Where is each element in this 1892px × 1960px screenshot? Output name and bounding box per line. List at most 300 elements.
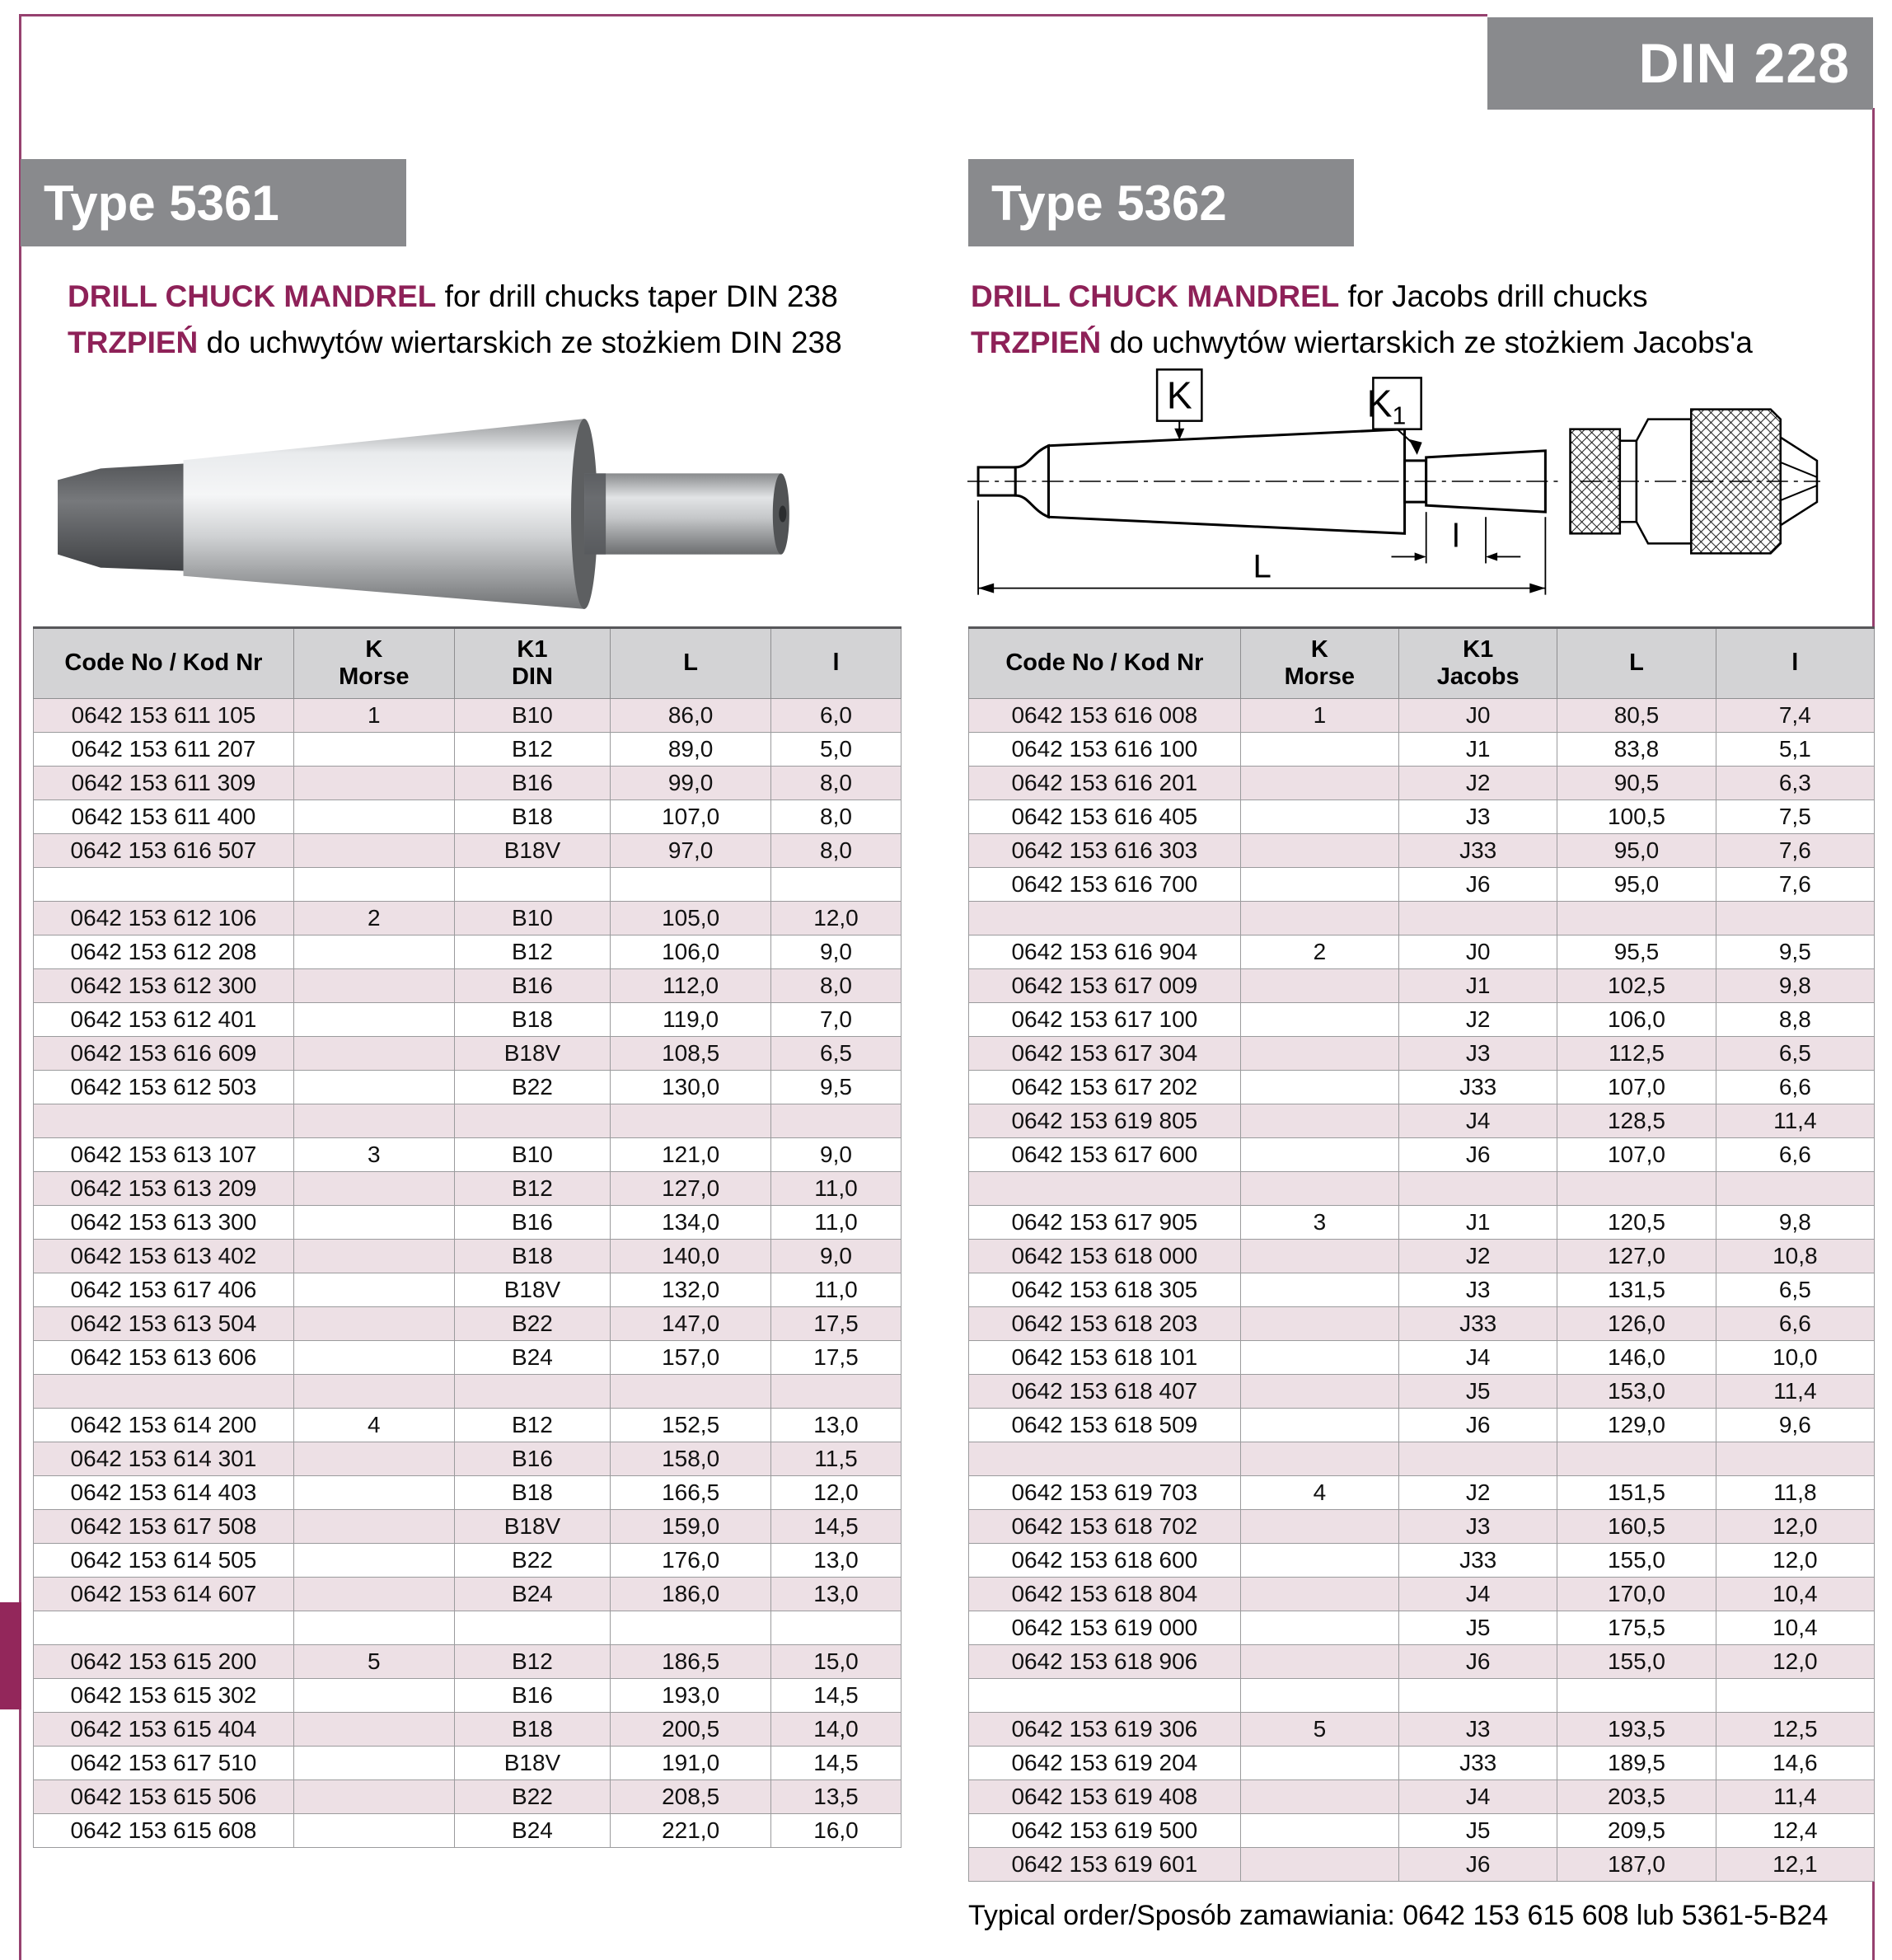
table-cell	[1557, 1679, 1716, 1713]
table-cell	[293, 1713, 454, 1747]
table-cell: 166,5	[611, 1476, 771, 1510]
table-row	[34, 1510, 902, 1544]
table-cell	[293, 1037, 454, 1071]
table-cell: 0642 153 616 100	[969, 733, 1241, 767]
type-5361-table	[33, 626, 902, 1848]
table-cell: B22	[454, 1071, 611, 1104]
table-row	[969, 1510, 1875, 1544]
table-cell: 11,0	[771, 1273, 902, 1307]
table-cell: 10,0	[1716, 1341, 1874, 1375]
photo-stub-hole	[779, 505, 786, 522]
table-row	[969, 1240, 1875, 1273]
table-cell: 11,8	[1716, 1476, 1874, 1510]
table-cell: 0642 153 616 405	[969, 800, 1241, 834]
table-cell: B18	[454, 1240, 611, 1273]
table-cell	[1240, 969, 1398, 1003]
table-row	[969, 1476, 1875, 1510]
table-cell: 0642 153 618 407	[969, 1375, 1241, 1409]
table-cell	[611, 1104, 771, 1138]
table-cell	[1240, 1544, 1398, 1578]
table-row	[969, 935, 1875, 969]
table-cell	[1240, 1138, 1398, 1172]
table-cell: J6	[1399, 1645, 1557, 1679]
table-cell: 7,5	[1716, 800, 1874, 834]
dimension-l	[1391, 512, 1520, 563]
spacer-row	[34, 1375, 902, 1409]
table-row	[969, 1037, 1875, 1071]
table-cell	[293, 1611, 454, 1645]
table-row	[969, 1341, 1875, 1375]
table-cell: 0642 153 616 008	[969, 699, 1241, 733]
typical-order-note: Typical order/Sposób zamawiania: 0642 153 615 608 lub 5361-5-B24	[968, 1900, 1829, 1931]
table-row	[34, 767, 902, 800]
table-cell: 0642 153 613 107	[34, 1138, 294, 1172]
table-cell: 4	[1240, 1476, 1398, 1510]
table-cell: 153,0	[1557, 1375, 1716, 1409]
table-cell: J33	[1399, 1071, 1557, 1104]
column-header: L	[611, 628, 771, 699]
table-cell: B18	[454, 1003, 611, 1037]
table-cell: 155,0	[1557, 1544, 1716, 1578]
spacer-row	[969, 1172, 1875, 1206]
table-cell: 17,5	[771, 1307, 902, 1341]
table-cell: 0642 153 614 403	[34, 1476, 294, 1510]
description-right	[971, 274, 1753, 365]
table-cell: 0642 153 614 200	[34, 1409, 294, 1442]
photo-cone	[184, 419, 585, 609]
table-cell: 151,5	[1557, 1476, 1716, 1510]
table-cell: 159,0	[611, 1510, 771, 1544]
table-cell: 12,0	[771, 1476, 902, 1510]
table-row	[34, 969, 902, 1003]
table-cell: J3	[1399, 1273, 1557, 1307]
description-right-pl-title: TRZPIEŃ	[971, 325, 1102, 359]
table-cell: 0642 153 615 506	[34, 1780, 294, 1814]
table-cell: 8,0	[771, 834, 902, 868]
table-cell: 14,5	[771, 1747, 902, 1780]
table-row	[969, 1071, 1875, 1104]
table-cell: 6,5	[771, 1037, 902, 1071]
table-row	[34, 1037, 902, 1071]
table-cell	[293, 1578, 454, 1611]
table-cell: 95,5	[1557, 935, 1716, 969]
table-row	[969, 1848, 1875, 1882]
description-left-pl-title: TRZPIEŃ	[68, 325, 199, 359]
table-cell: J3	[1399, 1510, 1557, 1544]
table-cell	[1240, 1104, 1398, 1138]
table-cell	[1240, 1510, 1398, 1544]
table-cell: 0642 153 615 404	[34, 1713, 294, 1747]
table-cell: 121,0	[611, 1138, 771, 1172]
table-cell	[293, 733, 454, 767]
table-cell: 131,5	[1557, 1273, 1716, 1307]
table-cell: 7,4	[1716, 699, 1874, 733]
table-cell	[969, 902, 1241, 935]
table-row	[969, 733, 1875, 767]
table-cell: 0642 153 617 905	[969, 1206, 1241, 1240]
table-cell: 147,0	[611, 1307, 771, 1341]
table-cell: 0642 153 612 300	[34, 969, 294, 1003]
description-right-en	[971, 274, 1753, 320]
table-row	[969, 1611, 1875, 1645]
table-cell: B16	[454, 1442, 611, 1476]
table-cell	[454, 1104, 611, 1138]
table-cell: 107,0	[611, 800, 771, 834]
table-cell: 100,5	[1557, 800, 1716, 834]
table-cell	[293, 1341, 454, 1375]
table-cell	[1240, 1611, 1398, 1645]
table-cell: 17,5	[771, 1341, 902, 1375]
table-cell: 170,0	[1557, 1578, 1716, 1611]
header-row	[969, 628, 1875, 699]
table-cell: 0642 153 619 805	[969, 1104, 1241, 1138]
table-cell: B18V	[454, 1037, 611, 1071]
table-cell: B12	[454, 1172, 611, 1206]
table-cell	[1240, 1071, 1398, 1104]
table-row	[969, 1544, 1875, 1578]
table-cell: B12	[454, 1645, 611, 1679]
table-cell: 0642 153 618 203	[969, 1307, 1241, 1341]
table-row	[34, 1679, 902, 1713]
table-cell: 106,0	[611, 935, 771, 969]
table-cell: B22	[454, 1544, 611, 1578]
table-cell: 0642 153 611 207	[34, 733, 294, 767]
table-cell	[1716, 1442, 1874, 1476]
table-cell: B24	[454, 1341, 611, 1375]
table-cell	[293, 1273, 454, 1307]
table-row	[969, 1003, 1875, 1037]
table-cell: 209,5	[1557, 1814, 1716, 1848]
table-row	[969, 1814, 1875, 1848]
din-standard-label: DIN 228	[1638, 32, 1850, 95]
page-border-top	[19, 14, 1487, 16]
table-cell	[293, 800, 454, 834]
table-cell: 1	[1240, 699, 1398, 733]
table-cell	[771, 1104, 902, 1138]
table-cell: B10	[454, 1138, 611, 1172]
table-cell: B16	[454, 969, 611, 1003]
table-cell: 13,0	[771, 1544, 902, 1578]
table-cell	[293, 1476, 454, 1510]
table-cell: J1	[1399, 733, 1557, 767]
table-cell: J2	[1399, 767, 1557, 800]
table-cell	[1240, 733, 1398, 767]
type-5361-heading	[21, 159, 406, 246]
table-cell: 13,0	[771, 1409, 902, 1442]
table-cell: 7,0	[771, 1003, 902, 1037]
table-cell: 0642 153 616 904	[969, 935, 1241, 969]
table-row	[34, 1476, 902, 1510]
table-cell: 107,0	[1557, 1138, 1716, 1172]
table-cell: 14,5	[771, 1679, 902, 1713]
table-cell: 0642 153 619 601	[969, 1848, 1241, 1882]
table-cell: 5	[293, 1645, 454, 1679]
table-cell: B18V	[454, 834, 611, 868]
table-cell: 6,6	[1716, 1307, 1874, 1341]
table-cell: 0642 153 616 507	[34, 834, 294, 868]
description-right-en-title: DRILL CHUCK MANDREL	[971, 279, 1340, 313]
spacer-row	[969, 1679, 1875, 1713]
table-cell: 8,0	[771, 800, 902, 834]
table-cell: B24	[454, 1578, 611, 1611]
table-cell: B16	[454, 767, 611, 800]
description-left	[68, 274, 842, 365]
table-row	[969, 767, 1875, 800]
description-right-pl-text: do uchwytów wiertarskich ze stożkiem Jacobs'a	[1101, 325, 1753, 359]
technical-drawing	[966, 353, 1823, 610]
table-cell: 12,0	[1716, 1510, 1874, 1544]
table-cell	[293, 1814, 454, 1848]
table-cell: 127,0	[1557, 1240, 1716, 1273]
table-cell	[611, 1611, 771, 1645]
table-row	[34, 733, 902, 767]
table-cell: J2	[1399, 1476, 1557, 1510]
dimension-L-text: L	[1253, 547, 1271, 585]
table-cell: 120,5	[1557, 1206, 1716, 1240]
table-cell: 187,0	[1557, 1848, 1716, 1882]
table-row	[34, 699, 902, 733]
table-cell: 203,5	[1557, 1780, 1716, 1814]
table-row	[969, 800, 1875, 834]
table-row	[34, 1578, 902, 1611]
column-header: K Morse	[1240, 628, 1398, 699]
table-cell: 11,0	[771, 1172, 902, 1206]
table-cell: 0642 153 612 208	[34, 935, 294, 969]
table-cell: 0642 153 617 202	[969, 1071, 1241, 1104]
table-cell	[1240, 1003, 1398, 1037]
table-cell	[293, 935, 454, 969]
table-cell: 11,4	[1716, 1104, 1874, 1138]
table-cell: 186,0	[611, 1578, 771, 1611]
table-cell	[293, 969, 454, 1003]
table-row	[34, 1645, 902, 1679]
table-cell: 0642 153 613 402	[34, 1240, 294, 1273]
table-row	[34, 1172, 902, 1206]
table-cell: 208,5	[611, 1780, 771, 1814]
table-row	[969, 1645, 1875, 1679]
left-edge-accent-block	[0, 1602, 21, 1709]
table-cell: 127,0	[611, 1172, 771, 1206]
table-cell: 0642 153 619 408	[969, 1780, 1241, 1814]
table-cell: J6	[1399, 1138, 1557, 1172]
table-cell: 0642 153 613 504	[34, 1307, 294, 1341]
table-cell: 146,0	[1557, 1341, 1716, 1375]
table-cell: 83,8	[1557, 733, 1716, 767]
table-cell	[293, 1544, 454, 1578]
table-cell: 90,5	[1557, 767, 1716, 800]
description-left-en-text: for drill chucks taper DIN 238	[436, 279, 838, 313]
type-5361-label: Type 5361	[44, 175, 279, 231]
table-cell: B18	[454, 1713, 611, 1747]
table-cell: J2	[1399, 1003, 1557, 1037]
table-cell: 200,5	[611, 1713, 771, 1747]
table-cell	[611, 868, 771, 902]
table-cell: 0642 153 619 703	[969, 1476, 1241, 1510]
table-cell: 0642 153 618 509	[969, 1409, 1241, 1442]
table-row	[34, 1713, 902, 1747]
table-cell: 0642 153 619 500	[969, 1814, 1241, 1848]
spacer-row	[34, 868, 902, 902]
table-row	[969, 1307, 1875, 1341]
table-cell: 158,0	[611, 1442, 771, 1476]
table-cell: 8,0	[771, 767, 902, 800]
table-cell: 7,6	[1716, 834, 1874, 868]
table-cell: 189,5	[1557, 1747, 1716, 1780]
description-right-en-text: for Jacobs drill chucks	[1339, 279, 1648, 313]
table-cell	[34, 1104, 294, 1138]
table-cell: 0642 153 615 302	[34, 1679, 294, 1713]
table-cell: 11,4	[1716, 1375, 1874, 1409]
table-cell: 2	[293, 902, 454, 935]
table-cell: 9,0	[771, 935, 902, 969]
table-cell: J1	[1399, 1206, 1557, 1240]
table-cell: 13,5	[771, 1780, 902, 1814]
table-cell: 112,5	[1557, 1037, 1716, 1071]
table-cell: 11,5	[771, 1442, 902, 1476]
table-cell	[1240, 1409, 1398, 1442]
table-cell: 12,5	[1716, 1713, 1874, 1747]
table-cell: 128,5	[1557, 1104, 1716, 1138]
table-cell: 0642 153 611 105	[34, 699, 294, 733]
table-row	[34, 1273, 902, 1307]
table-cell	[1240, 902, 1398, 935]
table-cell: 0642 153 617 406	[34, 1273, 294, 1307]
table-cell: 0642 153 614 607	[34, 1578, 294, 1611]
table-cell: 0642 153 611 309	[34, 767, 294, 800]
table-cell: B18V	[454, 1510, 611, 1544]
column-header: Code No / Kod Nr	[969, 628, 1241, 699]
table-cell: 0642 153 615 608	[34, 1814, 294, 1848]
table-row	[34, 1307, 902, 1341]
table-cell	[969, 1442, 1241, 1476]
table-cell	[1240, 1679, 1398, 1713]
table-cell: 9,5	[771, 1071, 902, 1104]
photo-stub	[584, 473, 781, 554]
table-cell	[1557, 902, 1716, 935]
table-cell	[293, 1747, 454, 1780]
table-cell: J4	[1399, 1341, 1557, 1375]
table-cell	[1716, 902, 1874, 935]
table-cell: 14,5	[771, 1510, 902, 1544]
table-cell: J0	[1399, 935, 1557, 969]
table-cell	[1240, 1240, 1398, 1273]
table-cell	[1240, 868, 1398, 902]
table-cell: 80,5	[1557, 699, 1716, 733]
table-cell: 0642 153 618 906	[969, 1645, 1241, 1679]
table-cell: 7,6	[1716, 868, 1874, 902]
table-cell: J33	[1399, 834, 1557, 868]
table-cell: 12,0	[1716, 1645, 1874, 1679]
table-row	[34, 1003, 902, 1037]
table-cell	[34, 868, 294, 902]
table-cell: 89,0	[611, 733, 771, 767]
table-cell: 0642 153 617 009	[969, 969, 1241, 1003]
table-cell: J3	[1399, 800, 1557, 834]
table-cell	[1240, 1780, 1398, 1814]
table-cell	[293, 1780, 454, 1814]
table-row	[969, 1138, 1875, 1172]
table-row	[34, 1206, 902, 1240]
table-cell	[293, 1679, 454, 1713]
column-header: l	[771, 628, 902, 699]
table-cell: J4	[1399, 1104, 1557, 1138]
table-cell: B22	[454, 1780, 611, 1814]
table-cell	[1240, 1645, 1398, 1679]
table-cell: 0642 153 617 510	[34, 1747, 294, 1780]
table-cell: 126,0	[1557, 1307, 1716, 1341]
table-cell	[1240, 1814, 1398, 1848]
table-cell: 0642 153 616 201	[969, 767, 1241, 800]
table-cell: 14,0	[771, 1713, 902, 1747]
table-cell: 186,5	[611, 1645, 771, 1679]
table-cell: 0642 153 614 505	[34, 1544, 294, 1578]
table-row	[34, 935, 902, 969]
table-cell: 0642 153 619 204	[969, 1747, 1241, 1780]
table-cell: 16,0	[771, 1814, 902, 1848]
k-label	[1157, 369, 1201, 439]
table-cell: 191,0	[611, 1747, 771, 1780]
table-cell: 157,0	[611, 1341, 771, 1375]
table-cell: 0642 153 618 101	[969, 1341, 1241, 1375]
table-cell: 132,0	[611, 1273, 771, 1307]
table-cell: 140,0	[611, 1240, 771, 1273]
table-cell: 0642 153 617 304	[969, 1037, 1241, 1071]
table-row	[34, 1544, 902, 1578]
dimension-l-text: l	[1452, 517, 1460, 555]
table-cell	[771, 868, 902, 902]
table-cell	[1240, 1442, 1398, 1476]
table-cell	[1240, 1273, 1398, 1307]
table-cell: 102,5	[1557, 969, 1716, 1003]
table-cell: 0642 153 618 000	[969, 1240, 1241, 1273]
table-cell: 9,8	[1716, 969, 1874, 1003]
table-cell	[969, 1679, 1241, 1713]
mandrel-photo	[51, 412, 832, 615]
table-cell: 5,0	[771, 733, 902, 767]
table-cell: B10	[454, 902, 611, 935]
table-cell: 4	[293, 1409, 454, 1442]
table-cell: 221,0	[611, 1814, 771, 1848]
header-row	[34, 628, 902, 699]
table-row	[969, 969, 1875, 1003]
table-cell: 1	[293, 699, 454, 733]
table-cell	[454, 868, 611, 902]
table-cell: 11,0	[771, 1206, 902, 1240]
table-row	[34, 1442, 902, 1476]
description-left-en	[68, 274, 842, 320]
table-cell	[1399, 1679, 1557, 1713]
table-cell: J3	[1399, 1037, 1557, 1071]
table-cell: 86,0	[611, 699, 771, 733]
table-cell: 95,0	[1557, 868, 1716, 902]
table-cell	[771, 1375, 902, 1409]
table-cell	[1240, 834, 1398, 868]
table-cell: B16	[454, 1679, 611, 1713]
table-row	[969, 1780, 1875, 1814]
table-cell: J6	[1399, 1848, 1557, 1882]
table-cell: 0642 153 613 606	[34, 1341, 294, 1375]
table-cell: 11,4	[1716, 1780, 1874, 1814]
table-cell: 176,0	[611, 1544, 771, 1578]
table-cell	[1240, 1375, 1398, 1409]
table-row	[969, 1713, 1875, 1747]
table-cell: B10	[454, 699, 611, 733]
table-row	[969, 834, 1875, 868]
table-cell: 10,4	[1716, 1578, 1874, 1611]
table-cell: J2	[1399, 1240, 1557, 1273]
table-cell	[1557, 1172, 1716, 1206]
table-cell: 12,1	[1716, 1848, 1874, 1882]
